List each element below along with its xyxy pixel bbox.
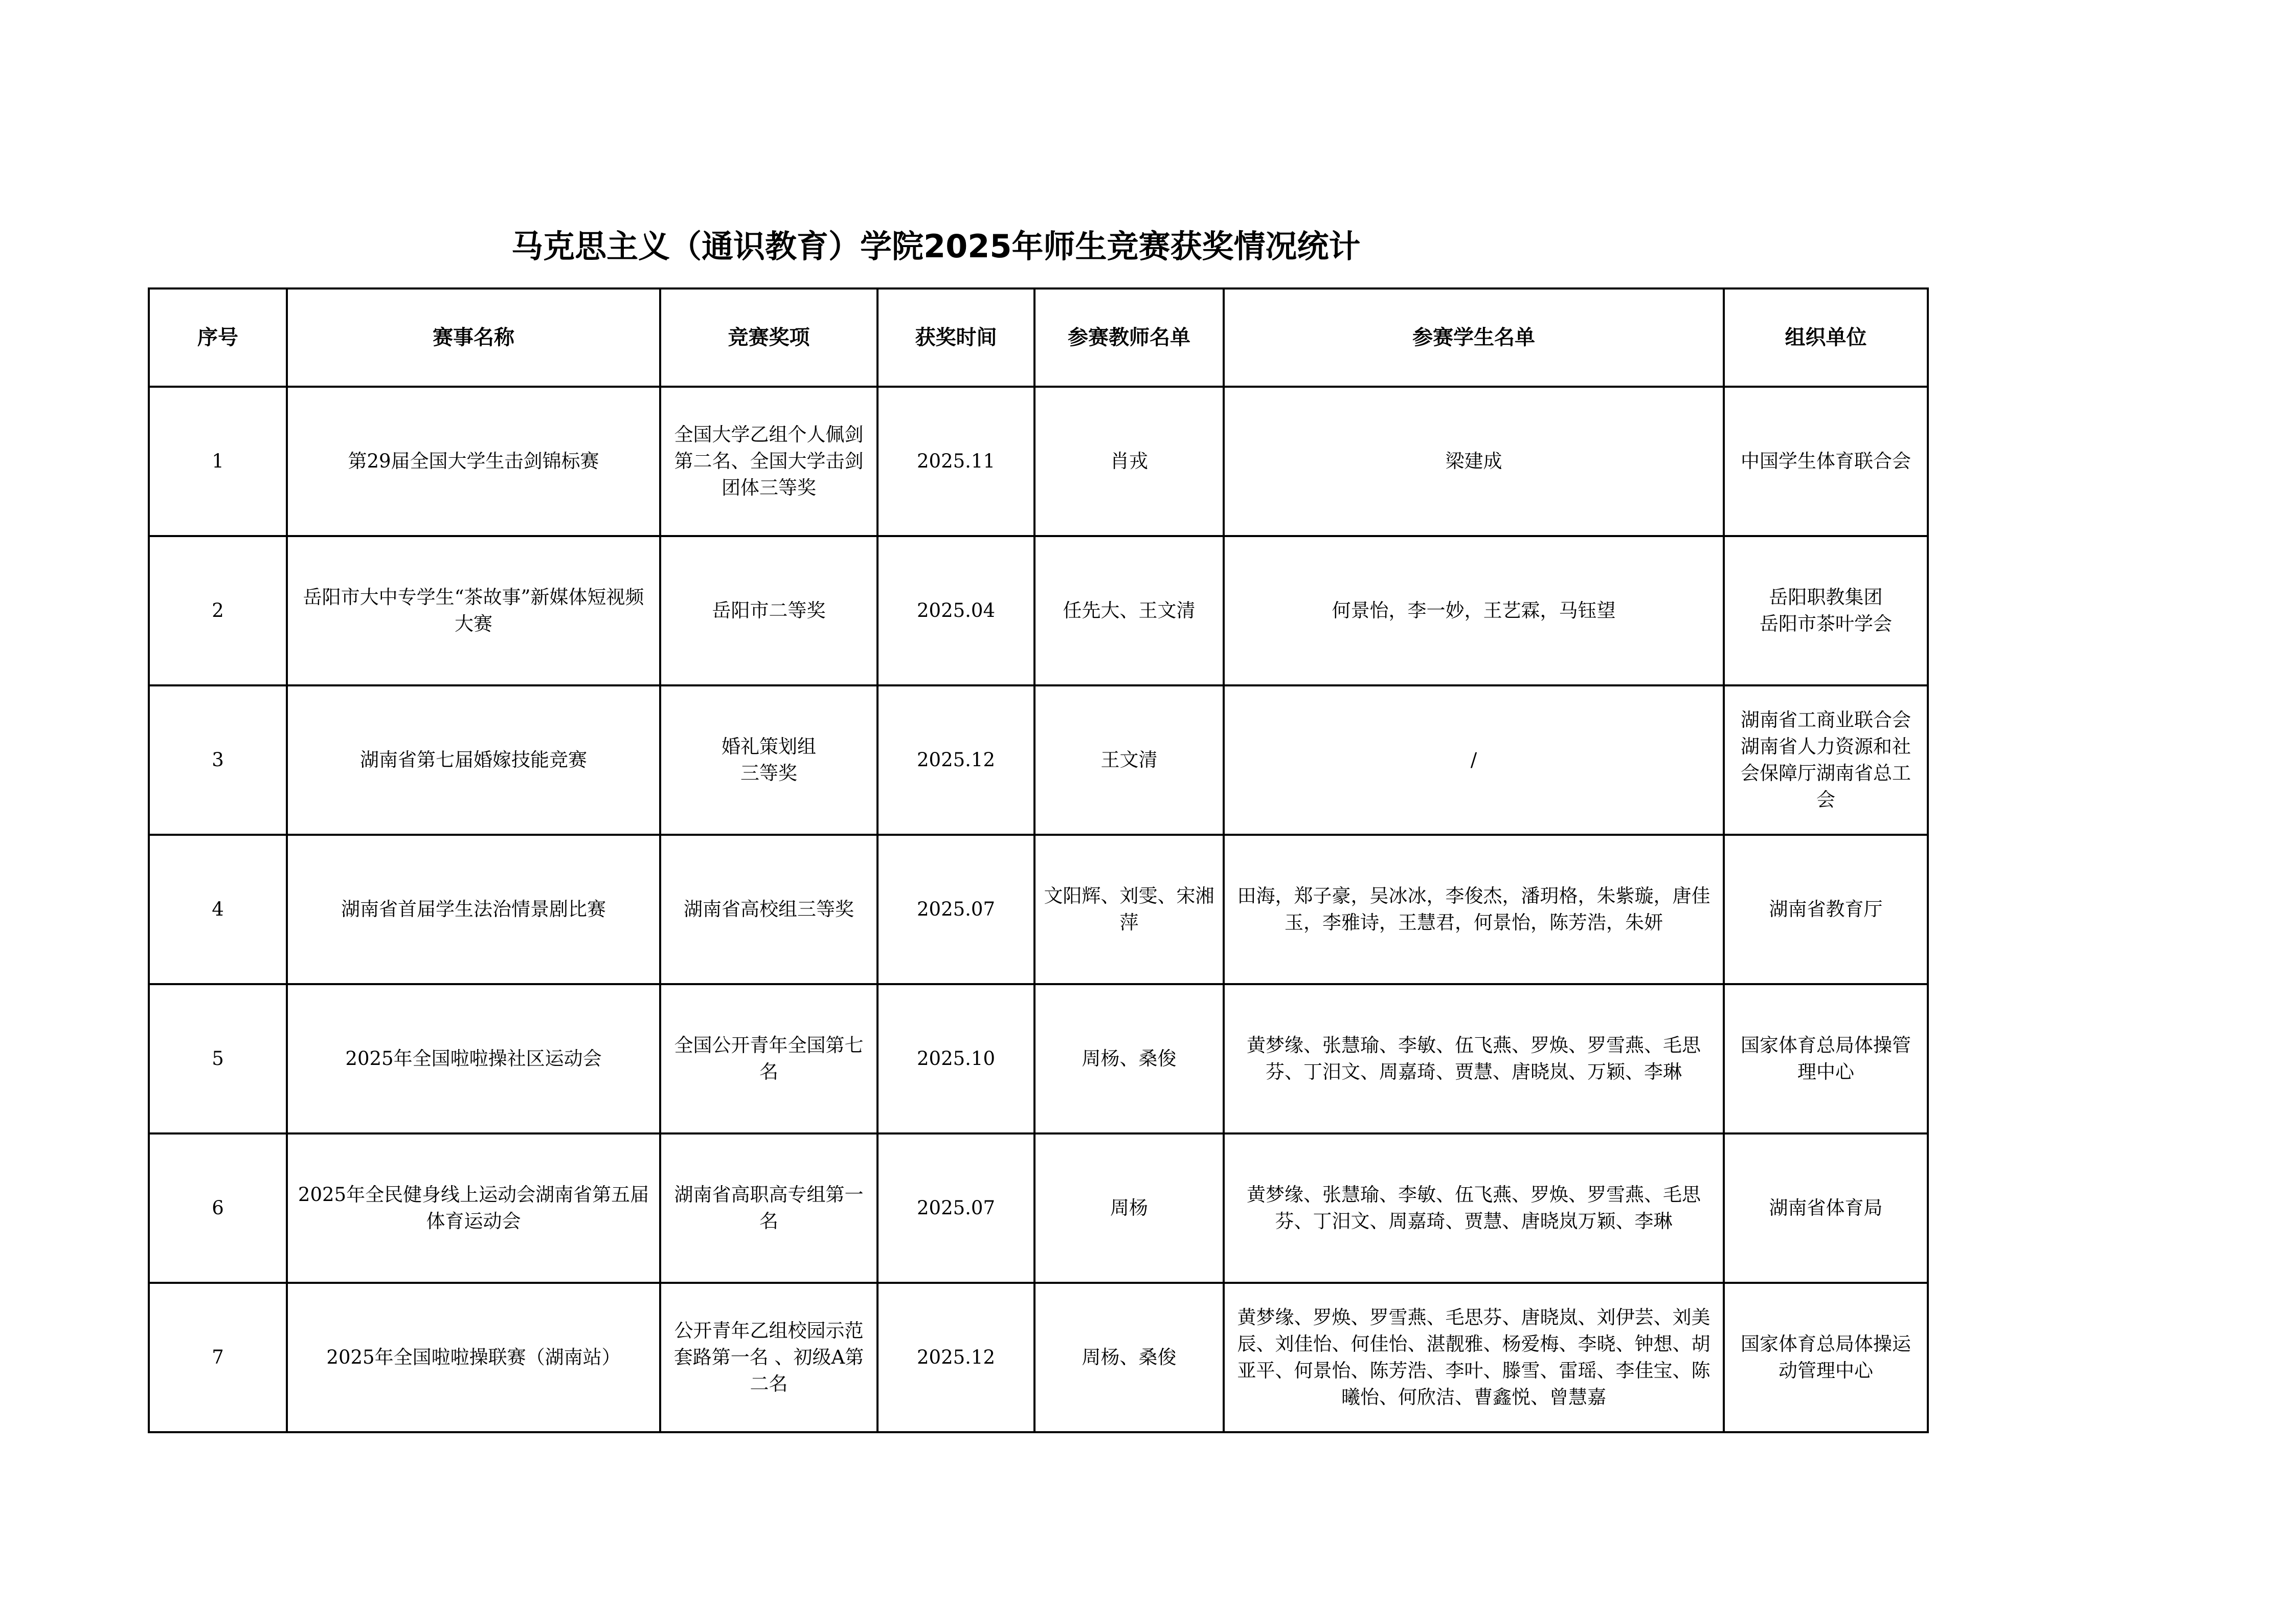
cell-organizer	[1724, 835, 1928, 984]
cell-award	[660, 1283, 877, 1432]
cell-organizer-line: 岳阳职教集团	[1769, 586, 1883, 608]
cell-event: 2025年全国啦啦操社区运动会	[287, 984, 660, 1133]
cell-date: 2025.07	[877, 1133, 1034, 1283]
table-row	[149, 835, 1928, 984]
cell-award-line: 全国大学乙组个人佩剑	[674, 424, 864, 446]
cell-date: 2025.11	[877, 387, 1034, 536]
cell-organizer	[1724, 1283, 1928, 1432]
cell-organizer-line: 国家体育总局体操管理中心	[1741, 1034, 1911, 1083]
cell-event: 湖南省首届学生法治情景剧比赛	[287, 835, 660, 984]
cell-event: 2025年全民健身线上运动会湖南省第五届体育运动会	[287, 1133, 660, 1283]
cell-students: 梁建成	[1224, 387, 1724, 536]
cell-award-line: 公开青年乙组校园示范套路第一名 、初级A第二名	[673, 1320, 864, 1395]
cell-teachers: 周杨、桑俊	[1034, 1283, 1224, 1432]
cell-award	[660, 1133, 877, 1283]
cell-award	[660, 984, 877, 1133]
cell-award	[660, 387, 877, 536]
cell-date: 2025.12	[877, 1283, 1034, 1432]
table-row	[149, 1133, 1928, 1283]
cell-award-line: 湖南省高职高专组第一名	[674, 1184, 864, 1232]
cell-students: 黄梦缘、张慧瑜、李敏、伍飞燕、罗焕、罗雪燕、毛思芬、丁汨文、周嘉琦、贾慧、唐晓岚万颖、李琳	[1224, 1133, 1724, 1283]
header-cell-award: 竞赛奖项	[660, 288, 877, 387]
cell-event: 湖南省第七届婚嫁技能竞赛	[287, 685, 660, 835]
cell-number: 7	[149, 1283, 287, 1432]
header-cell-organizer: 组织单位	[1724, 288, 1928, 387]
cell-date: 2025.12	[877, 685, 1034, 835]
cell-organizer-line: 湖南省体育局	[1769, 1197, 1883, 1219]
cell-award-line: 第二名、全国大学击剑团体三等奖	[674, 450, 864, 499]
cell-students: 田海，郑子豪，吴冰冰，李俊杰，潘玥格，朱紫璇，唐佳玉，李雅诗，王慧君，何景怡，陈芳浩，朱妍	[1224, 835, 1724, 984]
table-row	[149, 685, 1928, 835]
cell-organizer	[1724, 984, 1928, 1133]
cell-number: 4	[149, 835, 287, 984]
cell-number: 3	[149, 685, 287, 835]
cell-students: 黄梦缘、罗焕、罗雪燕、毛思芬、唐晓岚、刘伊芸、刘美辰、刘佳怡、何佳怡、湛靓雅、杨爱梅、李晓、钟想、胡亚平、何景怡、陈芳浩、李叶、滕雪、雷瑶、李佳宝、陈曦怡、何欣洁、曹鑫悦、曾慧嘉	[1224, 1283, 1724, 1432]
cell-number: 5	[149, 984, 287, 1133]
cell-teachers: 周杨	[1034, 1133, 1224, 1283]
cell-organizer	[1724, 1133, 1928, 1283]
cell-teachers: 文阳辉、刘雯、宋湘萍	[1034, 835, 1224, 984]
cell-organizer	[1724, 685, 1928, 835]
cell-organizer-line: 湖南省教育厅	[1769, 898, 1883, 920]
table-row	[149, 1283, 1928, 1432]
cell-organizer-line: 中国学生体育联合会	[1741, 450, 1911, 472]
cell-teachers: 肖戎	[1034, 387, 1224, 536]
document-title: 马克思主义（通识教育）学院2025年师生竞赛获奖情况统计	[511, 228, 1361, 265]
cell-number: 2	[149, 536, 287, 685]
cell-organizer-line: 国家体育总局体操运动管理中心	[1741, 1333, 1911, 1382]
table-row	[149, 984, 1928, 1133]
cell-students: 何景怡，李一妙，王艺霖，马钰望	[1224, 536, 1724, 685]
table-row	[149, 387, 1928, 536]
table-header-row	[149, 288, 1928, 387]
cell-date: 2025.04	[877, 536, 1034, 685]
cell-organizer-line: 岳阳市茶叶学会	[1760, 613, 1892, 635]
cell-students: 黄梦缘、张慧瑜、李敏、伍飞燕、罗焕、罗雪燕、毛思芬、丁汨文、周嘉琦、贾慧、唐晓岚、万颖、李琳	[1224, 984, 1724, 1133]
header-cell-event: 赛事名称	[287, 288, 660, 387]
cell-teachers: 任先大、王文清	[1034, 536, 1224, 685]
cell-number: 1	[149, 387, 287, 536]
cell-event: 岳阳市大中专学生“茶故事”新媒体短视频大赛	[287, 536, 660, 685]
cell-organizer-line: 湖南省工商业联合会湖南省人力资源和社会保障厅湖南省总工会	[1741, 709, 1911, 811]
cell-award-line: 湖南省高校组三等奖	[684, 898, 854, 920]
cell-award	[660, 685, 877, 835]
header-cell-date: 获奖时间	[877, 288, 1034, 387]
table-row	[149, 536, 1928, 685]
cell-organizer	[1724, 387, 1928, 536]
cell-award	[660, 835, 877, 984]
cell-event: 2025年全国啦啦操联赛（湖南站）	[287, 1283, 660, 1432]
cell-award-line: 岳阳市二等奖	[712, 599, 826, 621]
cell-award-line: 三等奖	[740, 762, 797, 784]
header-cell-number: 序号	[149, 288, 287, 387]
header-cell-teachers: 参赛教师名单	[1034, 288, 1224, 387]
awards-table	[148, 287, 1929, 1433]
cell-date: 2025.10	[877, 984, 1034, 1133]
cell-award-line: 婚礼策划组	[722, 736, 816, 758]
cell-students: /	[1224, 685, 1724, 835]
cell-teachers: 周杨、桑俊	[1034, 984, 1224, 1133]
cell-number: 6	[149, 1133, 287, 1283]
cell-organizer	[1724, 536, 1928, 685]
header-cell-students: 参赛学生名单	[1224, 288, 1724, 387]
cell-award-line: 全国公开青年全国第七名	[674, 1034, 864, 1083]
cell-event: 第29届全国大学生击剑锦标赛	[287, 387, 660, 536]
cell-date: 2025.07	[877, 835, 1034, 984]
cell-award	[660, 536, 877, 685]
cell-teachers: 王文清	[1034, 685, 1224, 835]
